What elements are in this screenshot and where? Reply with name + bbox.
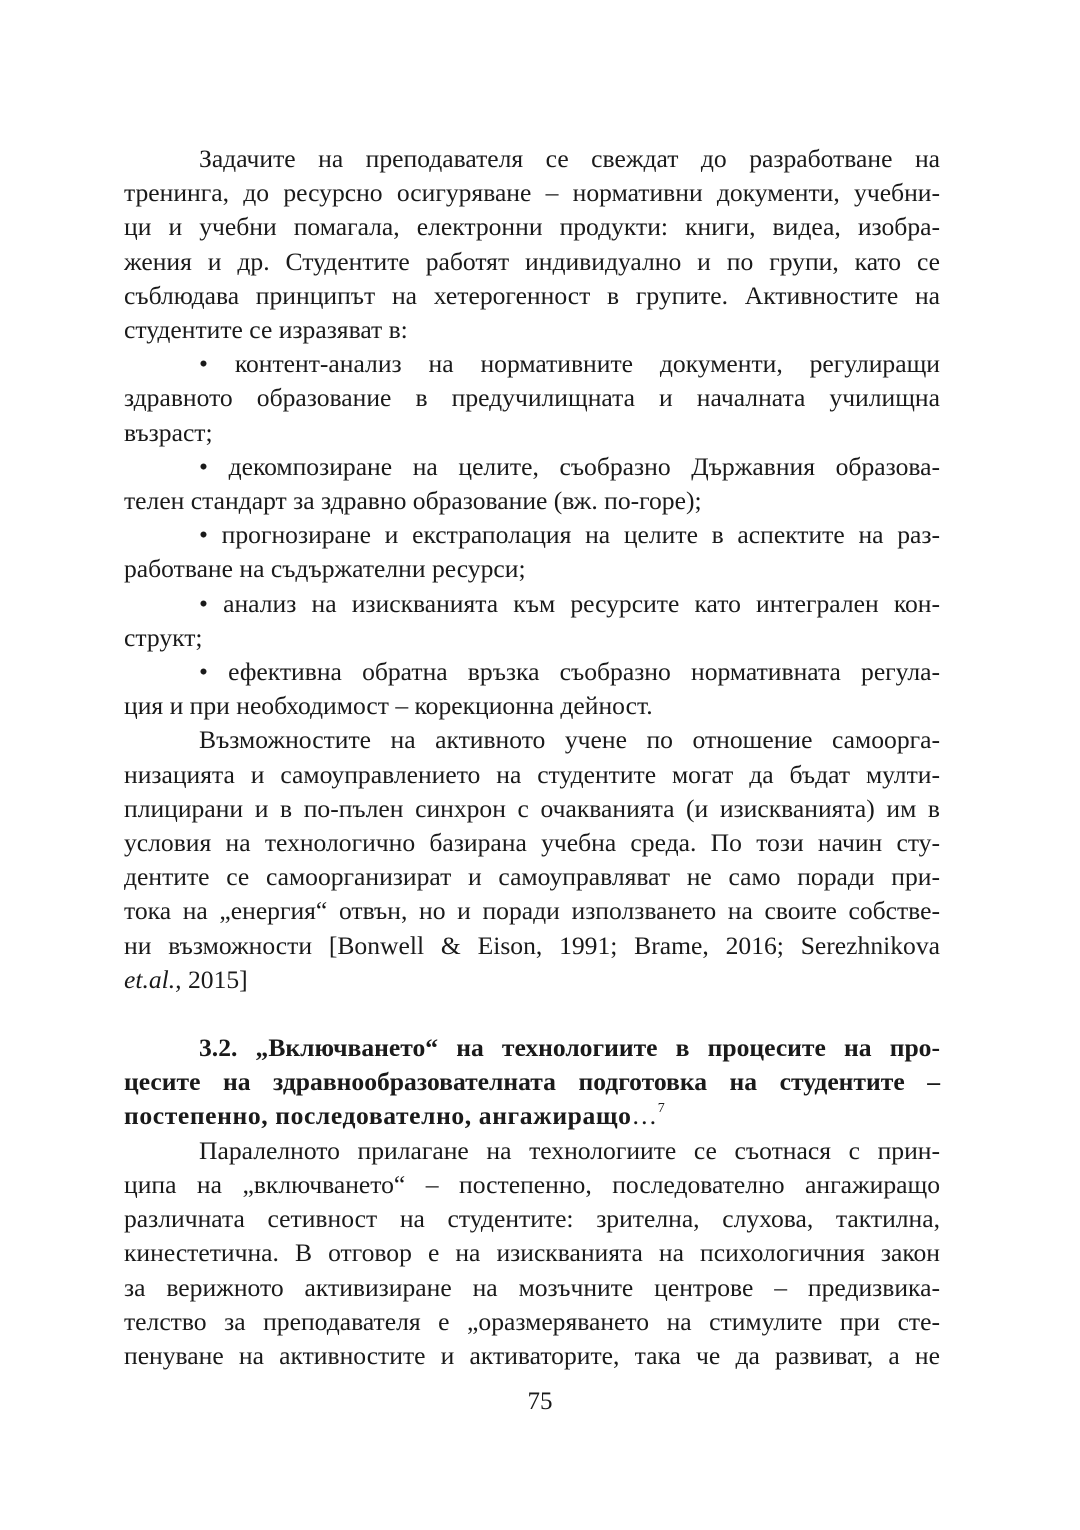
heading-ellipsis: … (631, 1101, 658, 1131)
footnote-reference[interactable]: 7 (657, 1101, 666, 1117)
heading-line (124, 1099, 940, 1133)
text-line: ция и при необходимост – корекционна дейност. (124, 691, 653, 721)
text-line: дентите се самоорганизират и самоуправляват не само поради при- (124, 862, 940, 892)
bullet-list (124, 347, 940, 723)
paragraph-inclusion (124, 1134, 940, 1373)
text-line: телен стандарт за здравно образование (вж. по-горе); (124, 486, 702, 516)
list-item (124, 587, 940, 655)
text-line: Паралелното прилагане на технологиите се съотнася с прин- (199, 1135, 940, 1165)
text-line: съблюдава принципът на хетерогенност в групите. Активностите на (124, 280, 940, 310)
page-number: 75 (527, 1388, 553, 1415)
heading-line: цесите на здравнообразователната подготовка на студентите – (124, 1067, 940, 1097)
heading-line: 3.2. „Включването“ на технологиите в процесите на про- (199, 1033, 940, 1063)
section-heading (124, 1031, 940, 1134)
text-line: структ; (124, 622, 203, 652)
citation-italic: et.al., (124, 964, 182, 994)
text-line: тренинга, до ресурсно осигуряване – нормативни документи, учебни- (124, 178, 940, 208)
text-line (124, 963, 940, 997)
page-body (124, 142, 940, 1373)
text-line: студентите се изразяват в: (124, 315, 408, 345)
text-line: жения и др. Студентите работят индивидуално и по групи, като се (124, 246, 940, 276)
text-line: • прогнозиране и екстраполация на целите в аспектите на раз- (199, 520, 940, 550)
text-line: • ефективна обратна връзка съобразно нормативната регула- (199, 657, 940, 687)
text-line: ципа на „включването“ – постепенно, последователно ангажиращо (124, 1169, 940, 1199)
text-line: • анализ на изискванията към ресурсите като интегрален кон- (199, 588, 940, 618)
text-line: условия на технологично базирана учебна среда. По този начин сту- (124, 828, 940, 858)
text-line: ци и учебни помагала, електронни продукти: книги, видеа, изобра- (124, 212, 940, 242)
paragraph-intro (124, 142, 940, 347)
text-line: Задачите на преподавателя се свеждат до разработване на (199, 144, 940, 173)
citation-year: 2015] (181, 964, 248, 994)
text-line: плицирани и в по-пълен синхрон с очакванията (и изискванията) им в (124, 793, 940, 823)
list-item (124, 655, 940, 723)
text-line: ни възможности [Bonwell & Eison, 1991; Brame, 2016; Serezhnikova (124, 930, 940, 960)
text-line: различната сетивност на студентите: зрителна, слухова, тактилна, (124, 1204, 940, 1234)
text-line: низацията и самоуправлението на студентите могат да бъдат мулти- (124, 759, 940, 789)
text-line: • декомпозиране на целите, съобразно Държавния образова- (199, 451, 940, 481)
text-line: здравното образование в предучилищната и началната училищна (124, 383, 940, 413)
list-item (124, 450, 940, 518)
paragraph-active-learning (124, 723, 940, 997)
text-line: тока на „енергия“ отвън, но и поради използването на своите собстве- (124, 896, 940, 926)
heading-text: постепенно, последователно, ангажиращо (124, 1101, 632, 1131)
list-item (124, 347, 940, 450)
text-line: телство за преподавателя е „оразмеряването на стимулите при сте- (124, 1306, 940, 1336)
list-item (124, 518, 940, 586)
text-line: кинестетична. В отговор е на изискванията на психологичния закон (124, 1238, 940, 1268)
text-line: работване на съдържателни ресурси; (124, 554, 526, 584)
text-line: • контент-анализ на нормативните документи, регулиращи (199, 349, 940, 379)
text-line: Възможностите на активното учене по отношение самоорга- (199, 725, 940, 755)
text-line: за верижното активизиране на мозъчните центрове – предизвика- (124, 1272, 940, 1302)
text-line: възраст; (124, 417, 213, 447)
text-line: пенуване на активностите и активаторите, така че да развиват, а не (124, 1340, 940, 1370)
